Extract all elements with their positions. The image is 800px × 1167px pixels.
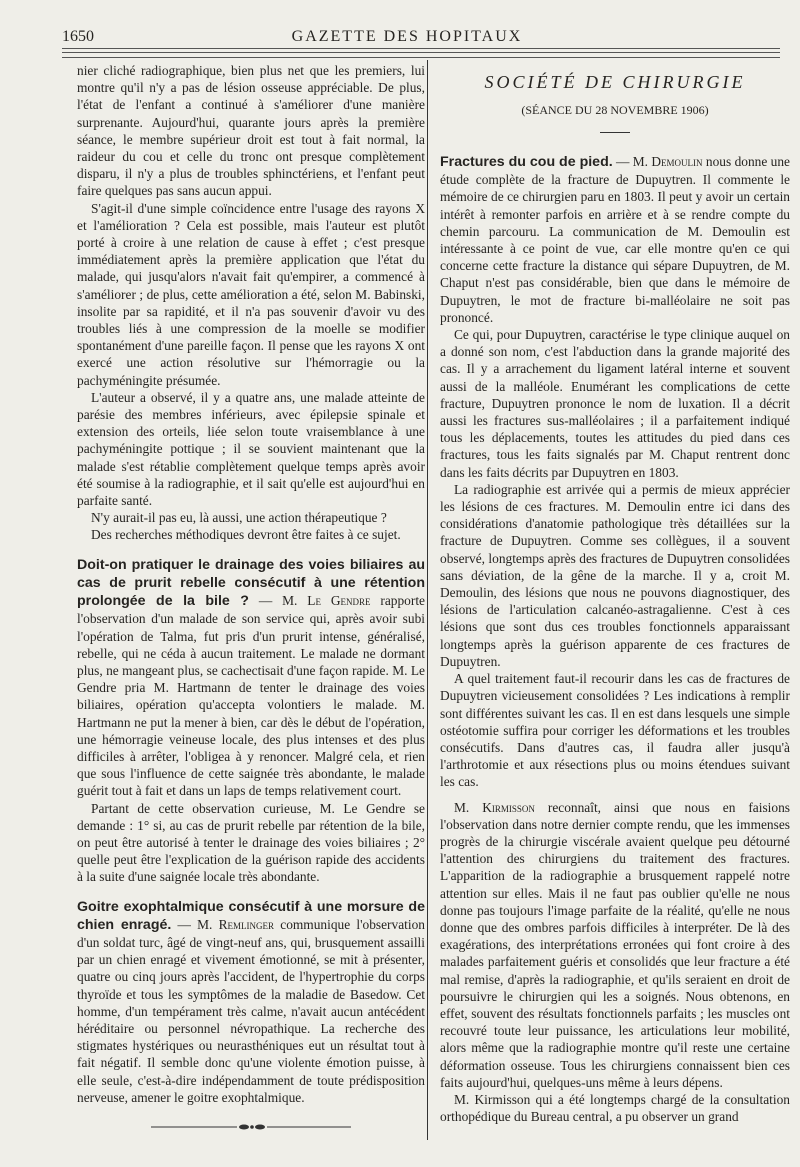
paragraph: A quel traitement faut-il recourir dans les cas de fractures de Dupuytren vicieusement consolidées ? Les indications à remplir sont différentes suivant les cas. Il en est dans lesquels une simple ostéotomie suffira pour corriger les déformations et les troubles consécutifs. Dans d'autres cas, il faudra aller jusqu'à l'arthrotomie et aux résections plus ou moins étendues suivant les cas.: [440, 671, 790, 790]
right-column: [440, 62, 790, 1125]
left-column: [77, 62, 425, 1135]
author-name: Remlinger: [218, 916, 275, 932]
paragraph: S'agit-il d'une simple coïncidence entre l'usage des rayons X et l'amélioration ? Cela est possible, mais l'auteur est plutôt porté à croire à une relation de cause à effet ; c'est presque immédiatement après la première application que l'état du malade, qui jusqu'alors n'avait fait qu'empirer, a commencé à s'améliorer ; de plus, cette amélioration a été, selon M. Babinski, insolite par sa rapidité, et il n'a pas souvenir d'avoir vu des troubles liés à une compression de la moelle se modifier spontanément d'une pareille façon. Il pense que les rayons X ont exercé une action résolutive sur l'hémorragie ou la pachyméningite présumée.: [77, 200, 425, 388]
author-name: Demoulin: [651, 154, 703, 169]
section-headline: Fractures du cou de pied.: [440, 154, 613, 170]
paragraph: Partant de cette observation curieuse, M. Le Gendre se demande : 1° si, au cas de prurit rebelle par rétention de la bile, on peut être autorisé à tenter le drainage des voies biliaires ; 2° quelle peut être l'explication de la guérison rapide des accidents à la suite d'une saignée locale très abondante.: [77, 800, 425, 885]
paragraph: nier cliché radiographique, bien plus net que les premiers, lui montre qu'il n'y a pas de lésion osseuse appréciable. De plus, l'état de l'enfant a continué à s'améliorer d'une manière surprenante. Aujourd'hui, quarante jours après la première séance, le membre supérieur droit est tout à fait normal, la raideur du cou et celle du tronc ont presque complètement disparu, il n'y a plus de troubles sphinctériens, et l'enfant peut faire quelques pas sans aucun appui.: [77, 63, 425, 199]
section-end-ornament: [77, 1116, 425, 1135]
journal-title: GAZETTE DES HOPITAUX: [291, 28, 523, 45]
section-goitre: Goitre exophtalmique consécutif à une morsure de chien enragé. — M. Remlinger communique l'observation d'un soldat turc, âgé de vingt-neuf ans, qui, brusquement assailli par un chien enragé et vivement émotionné, se mit à présenter, quatre ou cinq jours après l'accident, de l'hypertrophie du corps thyroïde et tous les symptômes de la maladie de Basedow. Cet homme, d'un tempérament très calme, n'avait aucun antécédent héréditaire ou personnel névropathique. La recherche des stigmates hystériques ou neurasthéniques eut un résultat tout à fait négatif. Il semble donc qu'une violente émotion puisse, à elle seule, c'est-à-dire indépendamment de toute prédisposition nerveuse, amener le goitre exophtalmique.: [77, 898, 425, 1105]
paragraph: M. Kirmisson reconnaît, ainsi que nous en faisions l'observation dans notre dernier compte rendu, que les immenses progrès de la chirurgie viscérale avaient quelque peu détourné l'attention des chirurgiens du traitement des fractures. L'apparition de la radiographie a brusquement rappelé notre attention sur elles. Mais il ne faut pas oublier qu'elle ne nous donne pas toujours l'image parfaite de la réalité, qu'elle ne nous donne que des ombres parfois difficiles à interpréter. De là des exagérations, des interprétations erronées qui font croire à des malades parfaitement guéris et consolidés que leur fracture a été mal remise, d'après la radiographie, et qu'ils seraient en droit de poursuivre le chirurgien qui les a soignés. Nous obtenons, en effet, souvent des résultats fonctionnels parfaits ; les muscles ont recouvré toute leur puissance, les articulations leur mobilité, alors même que la radiographie montre qu'il reste une certaine déformation osseuse. Tous les chirurgiens connaissent bien ces faits aujourd'hui, quelques-uns même à leurs dépens.: [440, 799, 791, 1090]
paragraph: Ce qui, pour Dupuytren, caractérise le type clinique auquel on a donné son nom, c'est l'abduction dans la grande majorité des cas. Il y a arrachement du ligament latéral interne et souvent aussi de la malléole. Enumérant les complications de cette fracture, Dupuytren prononce le nom de luxation. Il a décrit aussi les fractures sus-malléolaires ; il a parfaitement indiqué tous les déplacements, toutes les attitudes du pied dans ces fractures, tous les faits signalés par M. Chaput rentrent donc dans les faits décrits par Dupuytren en 1803.: [440, 327, 790, 480]
paragraph: La radiographie est arrivée qui a permis de mieux apprécier les lésions de ces fractures. M. Demoulin entre ici dans des considérations d'anatomie pathologique très détaillées sur la fracture de Dupuytren. Comme ses collègues, il a souvent observé, longtemps après des fractures de Dupuytren consolidées sans déviation, de la gêne de la marche. Il y a, croit M. Demoulin, des lésions que nous ne pouvons diagnostiquer, des lésions de l'articulation calcanéo-astragalienne. C'est à ces lésions que sont dus ces troubles fonctionnels apparaissant longtemps après la guérison apparente de ces fractures de Dupuytren.: [440, 481, 790, 669]
header-rule: [62, 48, 780, 49]
section-biliary-drainage: Doit-on pratiquer le drainage des voies biliaires au cas de prurit rebelle consécutif à une rétention prolongée de la bile ? — M. Le Gendre rapporte l'observation d'un malade de son service qui, après avoir subi l'opération de Talma, fut pris d'un prurit intense, généralisé, rebelle, qui ne céda à aucun traitement. Le malade ne dormant plus, ne mangeant plus, se cachectisait d'une façon rapide. M. Le Gendre pria M. Hartmann de tenter le drainage des voies biliaires, opération qu'accepta volontiers le malade. M. Hartmann ne put la mener à bien, car dès le début de l'opération, une hémorragie veineuse locale, des plus intenses et des plus difficiles à arrêter, l'obligea à y renoncer. Malgré cela, et rien que sous l'influence de cette saignée très abondante, le malade guérit tout à fait et dans un laps de temps relativement court.: [77, 556, 425, 799]
section-headline: Doit-on pratiquer le drainage des voies biliaires au cas de prurit rebelle consécutif à une rétention prolongée de la bile ?: [77, 556, 425, 610]
session-date: (SÉANCE DU 28 NOVEMBRE 1906): [521, 103, 709, 117]
author-name: Le Gendre: [307, 593, 371, 609]
page-number: 1650: [62, 28, 94, 45]
section-headline: Goitre exophtalmique consécutif à une morsure de chien enragé.: [77, 898, 425, 933]
paragraph: L'auteur a observé, il y a quatre ans, une malade atteinte de parésie des membres inférieurs, avec épilepsie spinale et extension des orteils, liée selon toute vraisemblance à une pachyméningite pottique ; il se souvient maintenant que la malade s'est rétablie complètement quelque temps après avoir été soumise à la radiographie, et il sait qu'elle est aujourd'hui en parfaite santé.: [77, 389, 425, 509]
paragraph: Des recherches méthodiques devront être faites à ce sujet.: [91, 527, 401, 543]
paragraph: N'y aurait-il pas eu, là aussi, une action thérapeutique ?: [91, 510, 387, 526]
paragraph: M. Kirmisson qui a été longtemps chargé de la consultation orthopédique du Bureau central, a pu observer un grand: [440, 1091, 790, 1125]
society-title: SOCIÉTÉ DE CHIRURGIE: [484, 72, 746, 92]
section-ankle-fractures: Fractures du cou de pied. — M. Demoulin nous donne une étude complète de la fracture de Dupuytren. Il commente le mémoire de ce chirurgien paru en 1803. Il peut y avoir un certain intérêt à remonter parfois en arrière et à se rendre compte du chemin parcouru. La communication de M. Demoulin est intéressante à ce point de vue, car elle montre qu'en ce qui concerne cette fracture la distance qui sépare Dupuytren, de M. Chaput n'est pas considérable, bien que dans le mémoire de Dupuytren, le mot de fracture bi-malléolaire ne soit pas prononcé.: [440, 154, 790, 325]
header-rule: [62, 52, 780, 53]
column-divider: [427, 60, 428, 1140]
divider: [600, 132, 630, 133]
author-name: Kirmisson: [482, 799, 535, 815]
header-rule: [62, 57, 780, 58]
